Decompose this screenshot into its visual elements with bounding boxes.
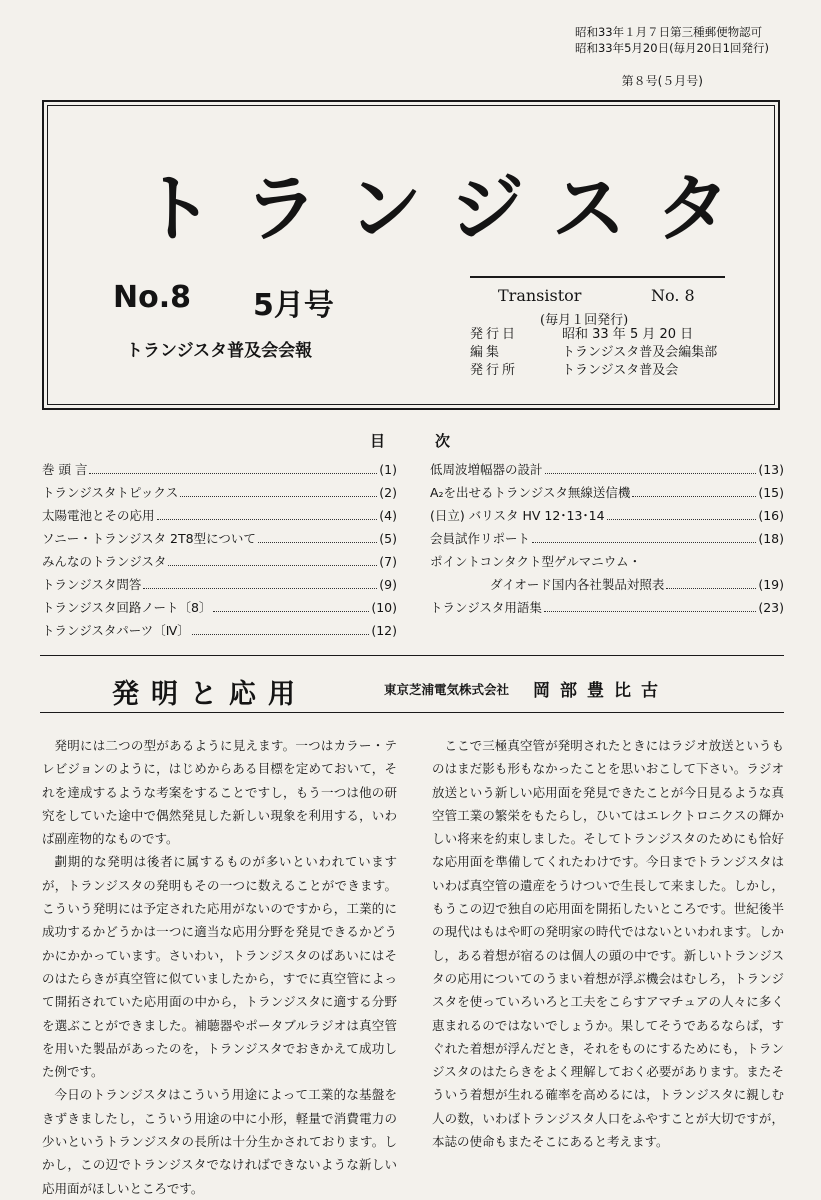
publication-frequency: (毎月１回発行) — [540, 313, 629, 328]
toc-entry[interactable] — [430, 596, 784, 619]
toc-entry-title: ダイオード国内各社製品対照表 — [490, 577, 665, 592]
toc-entry-page: (9) — [379, 577, 397, 592]
toc-leader — [632, 481, 756, 497]
english-number: No. 8 — [651, 286, 695, 305]
pub-label: 発行日 — [470, 327, 519, 342]
bulletin-subtitle: トランジスタ普及会会報 — [126, 341, 313, 361]
toc-entry-title: トランジスタ回路ノート〔8〕 — [42, 600, 212, 615]
toc-leader — [666, 573, 756, 589]
toc-leader — [213, 596, 369, 612]
toc-entry-page: (1) — [379, 462, 397, 477]
toc-entry[interactable] — [430, 527, 784, 550]
toc-entry-title: ポイントコンタクト型ゲルマニウム・ — [430, 554, 642, 569]
article-title-divider — [40, 712, 784, 713]
toc-entry[interactable] — [430, 573, 784, 596]
toc-entry[interactable] — [430, 458, 784, 481]
toc-entry-page: (10) — [371, 600, 397, 615]
toc-entry-title: A₂を出せるトランジスタ無線送信機 — [430, 485, 631, 500]
toc-entry-title: 巻 頭 言 — [42, 462, 88, 477]
toc-entry-page: (18) — [758, 531, 784, 546]
toc-entry-page: (23) — [758, 600, 784, 615]
toc-entry-title: 会員試作リポート — [430, 531, 531, 546]
toc-left-column — [42, 458, 397, 642]
toc-entry[interactable] — [42, 527, 397, 550]
toc-entry-page: (19) — [758, 577, 784, 592]
pub-label: 発行所 — [470, 363, 519, 378]
toc-entry-page: (2) — [379, 485, 397, 500]
author-name: 岡部豊比古 — [533, 681, 668, 701]
pub-row-editor — [470, 344, 717, 362]
toc-entry[interactable] — [42, 619, 397, 642]
toc-entry[interactable] — [42, 596, 397, 619]
toc-entry-title: トランジスタトピックス — [42, 485, 179, 500]
publication-info — [470, 326, 717, 380]
pub-row-date — [470, 326, 717, 344]
toc-leader — [607, 504, 757, 520]
toc-leader — [544, 596, 757, 612]
toc-entry-title: トランジスタパーツ〔Ⅳ〕 — [42, 623, 190, 638]
toc-entry[interactable] — [430, 504, 784, 527]
toc-entry[interactable] — [42, 550, 397, 573]
article-paragraph: 劃期的な発明は後者に属するものが多いといわれていますが，トランジスタの発明もその一つに数えることができます。こういう発明には予定された応用がないのですから，工業的に成功するかどうかは一つに適当な応用分野を発見できるかどうかにかかっています。さいわい，トランジスタのばあいにはそのはたらきが真空管に似ていましたから，すでに真空管によって開拓されていた応用面の中から，トランジスタに適する分野を選ぶことができました。補聴器やポータブルラジオは真空管を用いた製品があったのを，トランジスタでおきかえて成功した例です。 — [42, 854, 397, 1080]
section-divider — [40, 655, 784, 656]
postal-line-1: 昭和33年１月７日第三種郵便物認可 — [574, 25, 763, 39]
toc-leader — [180, 481, 377, 497]
toc-entry-page: (7) — [379, 554, 397, 569]
toc-entry-title: 太陽電池とその応用 — [42, 508, 155, 523]
article-paragraph: 発明には二つの型があるように見えます。一つはカラー・テレビジョンのように，はじめからある目標を定めておいて，それを達成するような考案をすることですし，もう一つは他の研究をしていた途中で偶然発見した新しい現象を利用する，いわば副産物的なものです。 — [42, 738, 397, 847]
english-title: Transistor — [498, 286, 582, 305]
issue-number-top: 第８号(５月号) — [621, 74, 703, 88]
article-paragraph: ここで三極真空管が発明されたときにはラジオ放送というものはまだ影も形もなかったことを思いおこして下さい。ラジオ放送という新しい応用面を発見できたことが今日見るような真空管工業の繁栄をもたらし，ひいてはエレクトロニクスの輝かしい将来を約束しました。そしてトランジスタのためにも恰好な応用面を準備してくれたわけです。今日までトランジスタはいわば真空管の遺産をうけついで生長して来ました。しかし，もうこの辺で独自の応用面を開拓したいところです。世紀後半の現代はもはや町の発明家の時代ではないといわれます。しかし，ある着想が宿るのは個人の頭の中です。新しいトランジスタの応用についてのうまい着想が浮ぶ機会はむしろ，トランジスタを使っていろいろと工夫をこらすアマチュアの人々に多く恵まれるのではないでしょうか。果してそうであるならば，すぐれた着想が浮んだとき，それをものにするためにも，トランジスタのはたらきをよく理解しておく必要があります。またそういう着想が生れる確率を高めるには，トランジスタに親しむ人の数，いわばトランジスタ人口をふやすことが大切ですが，本誌の使命もまたそこにあると考えます。 — [432, 738, 784, 1150]
pub-value: トランジスタ普及会 — [562, 363, 679, 378]
toc-entry-title: トランジスタ問答 — [42, 577, 142, 592]
toc-entry-page: (15) — [758, 485, 784, 500]
toc-leader — [643, 550, 782, 566]
toc-entry[interactable] — [42, 458, 397, 481]
article-title: 発明と応用 — [112, 679, 307, 710]
toc-entry[interactable] — [42, 573, 397, 596]
toc-leader — [532, 527, 756, 543]
toc-entry-page: (5) — [379, 531, 397, 546]
magazine-title: トランジスタ — [140, 166, 760, 252]
pub-row-publisher — [470, 362, 717, 380]
toc-entry[interactable] — [42, 504, 397, 527]
issue-number: No.8 — [113, 280, 191, 315]
article-column-right — [432, 734, 784, 1153]
pub-value: トランジスタ普及会編集部 — [562, 345, 718, 360]
pub-value: 昭和 33 年 5 月 20 日 — [562, 327, 694, 342]
toc-leader — [545, 458, 757, 474]
toc-entry-page: (4) — [379, 508, 397, 523]
article-column-left — [42, 734, 397, 1200]
postal-line-2: 昭和33年5月20日(毎月20日1回発行) — [574, 41, 769, 55]
toc-leader — [192, 619, 370, 635]
toc-entry-title: トランジスタ用語集 — [430, 600, 542, 615]
toc-entry-page: (12) — [371, 623, 397, 638]
issue-month: 5月号 — [253, 288, 334, 323]
toc-entry[interactable] — [42, 481, 397, 504]
toc-leader — [143, 573, 377, 589]
toc-leader — [168, 550, 377, 566]
toc-entry-title: 低周波増幅器の設計 — [430, 462, 543, 477]
toc-leader — [89, 458, 377, 474]
pub-label: 編集 — [470, 345, 503, 360]
postal-notice — [575, 24, 769, 56]
author-affiliation: 東京芝浦電気株式会社 — [384, 682, 510, 697]
toc-entry-title: (日立) バリスタ HV 12･13･14 — [430, 508, 605, 523]
toc-entry[interactable] — [430, 550, 784, 573]
toc-entry-page: (13) — [758, 462, 784, 477]
toc-right-column — [430, 458, 784, 619]
toc-entry-page: (16) — [758, 508, 784, 523]
article-paragraph: 今日のトランジスタはこういう用途によって工業的な基盤をきずきましたし，こういう用途の中に小形，軽量で消費電力の少いというトランジスタの長所は十分生かされております。しかし，この辺でトランジスタでなければできないような新しい応用面がほしいところです。 — [42, 1087, 397, 1196]
toc-leader — [258, 527, 377, 543]
toc-entry[interactable] — [430, 481, 784, 504]
masthead-divider — [470, 276, 725, 278]
toc-entry-title: みんなのトランジスタ — [42, 554, 167, 569]
toc-heading: 目次 — [370, 432, 501, 450]
toc-leader — [157, 504, 378, 520]
toc-entry-title: ソニー・トランジスタ 2T8型について — [42, 531, 256, 546]
